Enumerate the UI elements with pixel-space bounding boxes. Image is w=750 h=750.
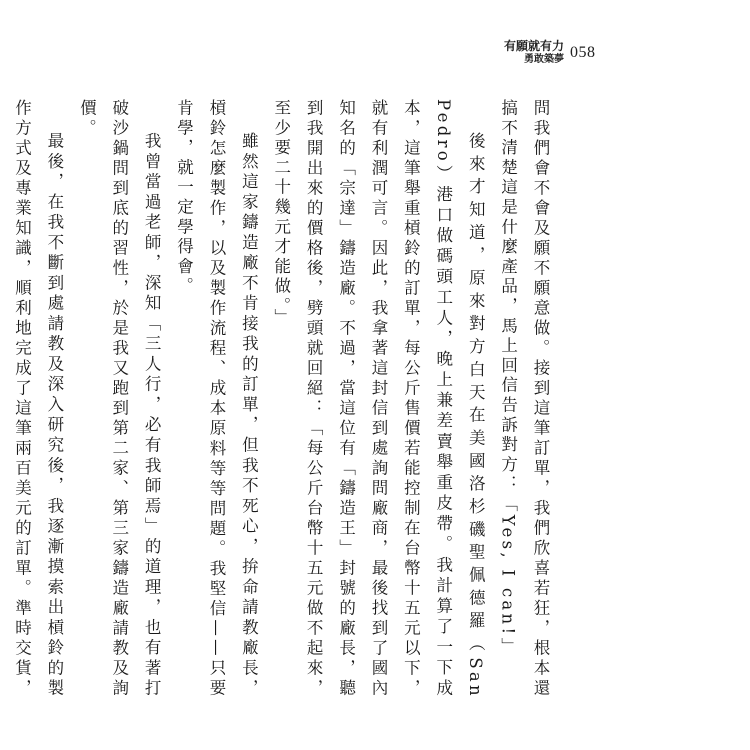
paragraph-2: 後來才知道，原來對方白天在美國洛杉磯聖佩德羅（San Pedro）港口做碼頭工人，晚上兼差賣舉重皮帶。我計算了一下成本，這筆舉重槓鈴的訂單，每公斤售價若能控制在台幣十五元以下，就有利潤可言。因此，我拿著這封信到處詢問廠商，最後找到了國內知名的「宗達」鑄造廠。不過，當這位有「鑄造王」封號的廠長，聽到我開出來的價格後，劈頭就回絕：「每公斤台幣十五元做不起來，至少要二十幾元才能做。」 <box>271 99 486 699</box>
paragraph-5: 最後，在我不斷到處請教及深入研究後，我逐漸摸索出槓鈴的製作方式及專業知識，順利地完成了這筆兩百美元的訂單。準時交貨， <box>12 99 64 699</box>
body-text <box>12 99 556 699</box>
paragraph-1: 問我們會不會及願不願意做。接到這筆訂單，我們欣喜若狂，根本還搞不清楚這是什麼產品，馬上回信告訴對方：「Yes, I can!」 <box>498 99 550 699</box>
running-header-titles <box>504 39 564 67</box>
running-header <box>504 38 596 68</box>
chapter-title: 有願就有力 <box>504 39 565 53</box>
paragraph-4: 我曾當過老師，深知「三人行，必有我師焉」的道理，也有著打破沙鍋問到底的習性，於是我又跑到第二家、第三家鑄造廠請教及詢價。 <box>77 99 162 699</box>
chapter-subtitle: 勇敢築夢 <box>524 54 565 65</box>
page-number: 058 <box>570 44 596 61</box>
paragraph-3: 雖然這家鑄造廠不肯接我的訂單，但我不死心，拚命請教廠長，槓鈴怎麼製作，以及製作流程、成本原料等等問題。我堅信——只要肯學，就一定學得會。 <box>174 99 259 699</box>
